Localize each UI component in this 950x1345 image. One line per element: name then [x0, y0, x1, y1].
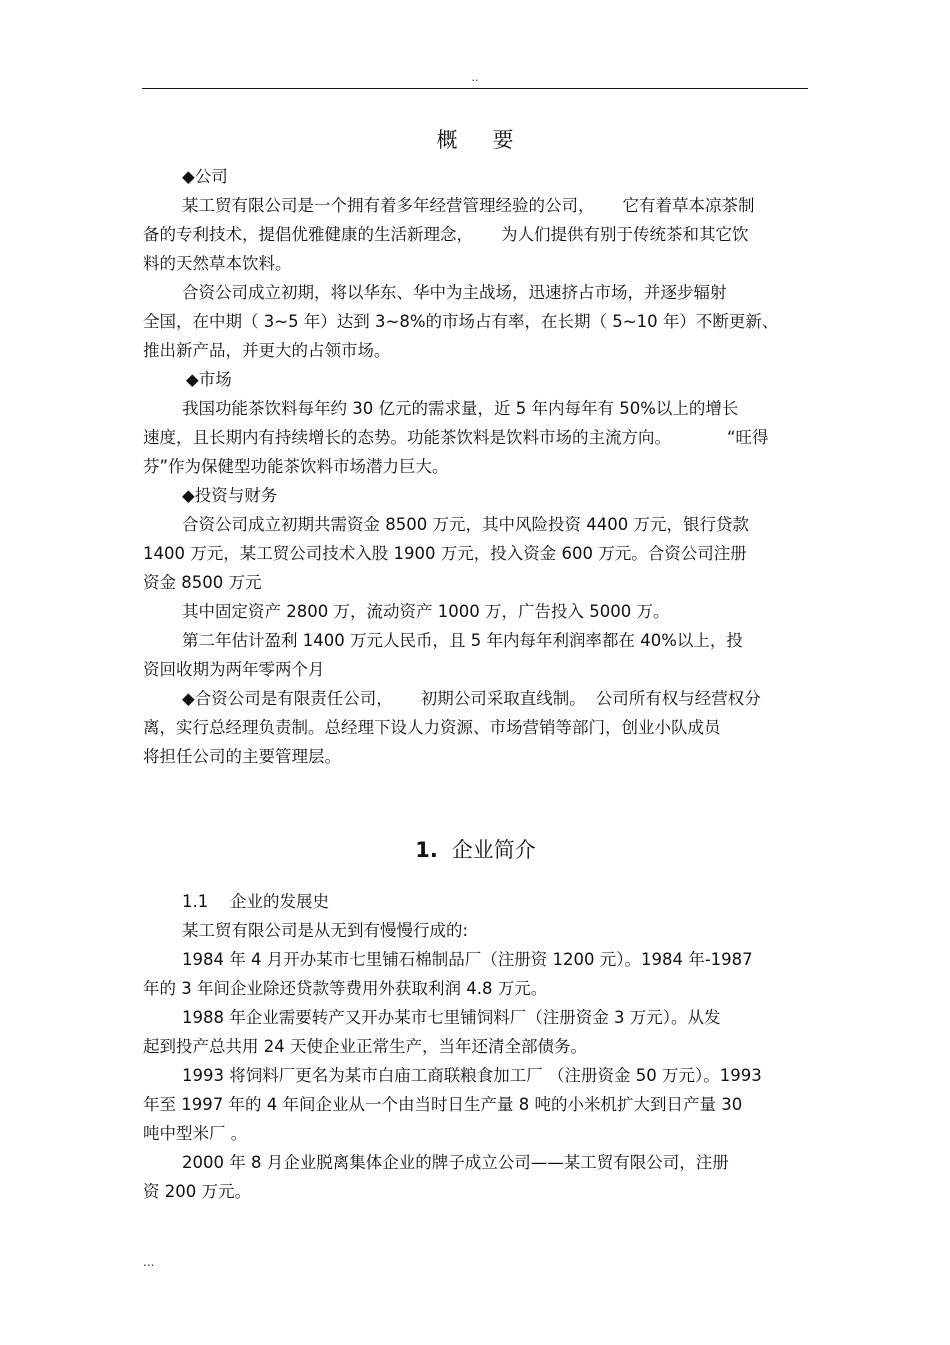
header-mark: .. — [471, 71, 479, 84]
org-part-b: 初期公司采取直线制。 — [420, 689, 586, 708]
finance-p1-line-1: 合资公司成立初期共需资金 8500 万元，其中风险投资 4400 万元，银行贷款 — [182, 515, 749, 534]
history-1993-line-3: 吨中型米厂 。 — [143, 1124, 248, 1143]
org-part-a: ◆合资公司是有限责任公司， — [182, 689, 393, 708]
finance-p3-line-1: 第二年估计盈利 1400 万元人民币，且 5 年内每年利润率都在 40%以上，投 — [182, 631, 743, 650]
history-1984-line-2: 年的 3 年间企业除还贷款等费用外获取利润 4.8 万元。 — [143, 979, 548, 998]
market-line-2 — [143, 423, 808, 452]
finance-p1-line-3: 资金 8500 万元 — [143, 573, 262, 592]
company-p1-part-b: 它有着草本凉茶制 — [622, 196, 755, 215]
summary-title — [143, 118, 808, 162]
finance-p2: 其中固定资产 2800 万，流动资产 1000 万，广告投入 5000 万。 — [182, 602, 670, 621]
company-p1-part-e: 料的天然草本饮料。 — [143, 254, 292, 273]
market-p-part-c: “旺得 — [727, 428, 769, 447]
history-1988-line-1: 1988 年企业需要转产又开办某市七里铺饲料厂（注册资金 3 万元）。从发 — [182, 1008, 721, 1027]
org-line-2: 离，实行总经理负责制。总经理下设人力资源、市场营销等部门，创业小队成员 — [143, 718, 721, 737]
header-rule — [142, 88, 808, 89]
org-line-1 — [143, 684, 808, 713]
history-1993-line-2: 年至 1997 年的 4 年间企业从一个由当时日生产量 8 吨的小米机扩大到日产量 30 — [143, 1095, 743, 1114]
org-part-c: 公司所有权与经营权分 — [595, 689, 761, 708]
finance-p1-line-2: 1400 万元，某工贸公司技术入股 1900 万元，投入资金 600 万元。合资公司注册 — [143, 544, 747, 563]
history-1988-line-2: 起到投产总共用 24 天使企业正常生产，当年还清全部债务。 — [143, 1037, 587, 1056]
finance-heading: ◆投资与财务 — [182, 486, 278, 505]
company-heading: ◆公司 — [182, 167, 228, 186]
org-line-3: 将担任公司的主要管理层。 — [143, 747, 341, 766]
company-p1-part-c: 备的专利技术，提倡优雅健康的生活新理念， — [143, 225, 473, 244]
section-1-heading — [143, 835, 808, 865]
footer-mark: ... — [143, 1255, 155, 1269]
market-line-1: 我国功能茶饮料每年约 30 亿元的需求量，近 5 年内每年有 50%以上的增长 — [182, 399, 739, 418]
market-line-3: 芬”作为保健型功能茶饮料市场潜力巨大。 — [143, 457, 449, 476]
section-1-number: 1. — [415, 838, 438, 862]
document-body — [143, 118, 808, 1206]
section-1-title: 企业简介 — [451, 838, 536, 862]
history-1993-line-1: 1993 将饲料厂更名为某市白庙工商联粮食加工厂 （注册资金 50 万元）。1993 — [182, 1066, 762, 1085]
company-p2-line-2: 全国，在中期（ 3~5 年）达到 3~8%的市场占有率，在长期（ 5~10 年）不断更新、 — [143, 312, 779, 331]
summary-title-char-1: 概 — [436, 128, 459, 152]
company-p1-part-a: 某工贸有限公司是一个拥有着多年经营管理经验的公司， — [182, 196, 595, 215]
history-2000-line-2: 资 200 万元。 — [143, 1182, 251, 1201]
finance-p3-line-2: 资回收期为两年零两个月 — [143, 660, 325, 679]
company-p2-line-3: 推出新产品，并更大的占领市场。 — [143, 341, 391, 360]
market-p-part-b: 速度，且长期内有持续增长的态势。功能茶饮料是饮料市场的主流方向。 — [143, 428, 671, 447]
market-heading: ◆市场 — [186, 370, 232, 389]
subsection-1-1-heading — [143, 887, 808, 916]
company-p1-part-d: 为人们提供有别于传统茶和其它饮 — [501, 225, 749, 244]
company-paragraph-1-cont — [143, 220, 808, 249]
summary-title-char-2: 要 — [492, 128, 515, 152]
history-1984-line-1: 1984 年 4 月开办某市七里铺石棉制品厂（注册资 1200 元）。1984 年-1987 — [182, 950, 753, 969]
history-2000-line-1: 2000 年 8 月企业脱离集体企业的牌子成立公司——某工贸有限公司，注册 — [182, 1153, 729, 1172]
company-p2-line-1: 合资公司成立初期，将以华东、华中为主战场，迅速挤占市场，并逐步辐射 — [182, 283, 727, 302]
history-intro: 某工贸有限公司是从无到有慢慢行成的: — [182, 921, 469, 940]
company-paragraph-1 — [143, 191, 808, 220]
subsection-1-1-number: 1.1 — [182, 892, 209, 911]
subsection-1-1-title: 企业的发展史 — [230, 892, 329, 911]
